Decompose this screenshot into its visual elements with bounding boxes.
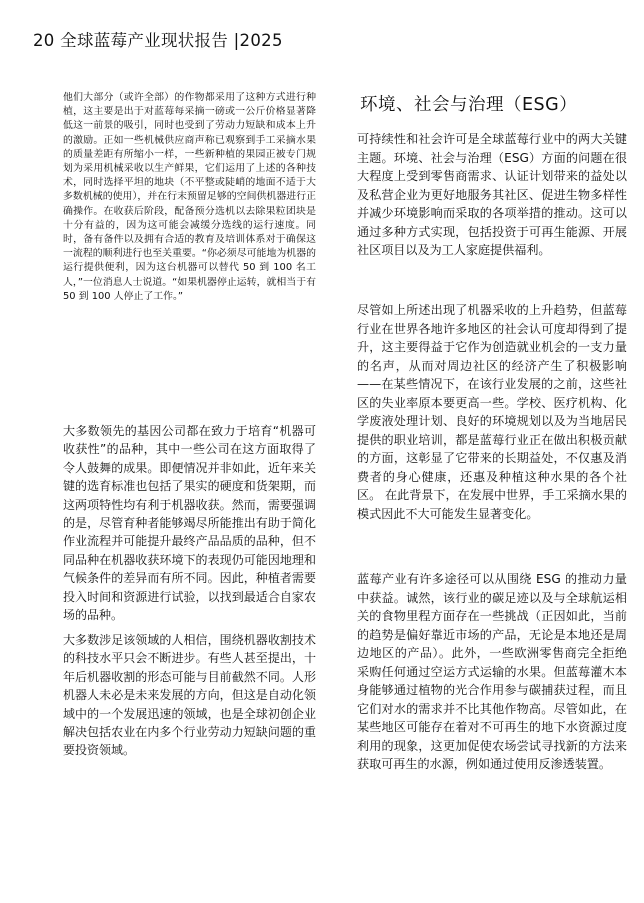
right-column-block-1	[357, 130, 627, 260]
left-paragraph-technology-outlook: 大多数涉足该领域的人相信，围绕机器收割技术的科技水平只会不断进步。有些人甚至提出，十年后机器收割的形态可能与目前截然不同。人形机器人未必是未来发展的方向，但这是自动化领域中的一个发展迅速的领域，也是全球初创企业解决包括农业在内多个行业劳动力短缺问题的重要投资领域。	[63, 633, 316, 758]
left-column-block-2	[63, 422, 316, 624]
left-column-block-1	[63, 91, 316, 304]
right-column-block-3	[357, 570, 627, 774]
right-paragraph-social-license: 尽管如上所述出现了机器采收的上升趋势，但蓝莓行业在世界各地许多地区的社会认可度却得到了提升，这主要得益于它作为创造就业机会的一支力量的名声，从而对周边社区的经济产生了积极影响——在某些情况下，在该行业发展的之前，这些社区的失业率原本要更高一些。学校、医疗机构、化学废液处理计划、良好的环境规划以及为当地居民提供的职业培训，都是蓝莓行业正在做出积极贡献的方面，这彰显了它带来的长期益处，不仅惠及消费者的身心健康，还惠及种植这种水果的各个社区。 在此背景下，在发展中世界，手工采摘水果的模式因此不大可能发生显著变化。	[357, 303, 627, 521]
right-paragraph-esg-intro: 可持续性和社会许可是全球蓝莓行业中的两大关键主题。环境、社会与治理（ESG）方面的问题在很大程度上受到零售商需求、认证计划带来的益处以及私营企业为更好地服务其社区、促进生物多样性并减少环境影响而采取的各项举措的推动。这可以通过多种方式实现，包括投资于可再生能源、开展社区项目以及为工人家庭提供福利。	[357, 132, 627, 257]
page-header: 20 全球蓝莓产业现状报告 |2025	[33, 31, 283, 50]
left-column-block-3	[63, 631, 316, 760]
esg-section-title: 环境、社会与治理（ESG）	[360, 95, 578, 115]
left-paragraph-mechanical-harvest: 他们大部分（或许全部）的作物都采用了这种方式进行种植，这主要是出于对蓝莓每采摘一磅或一公斤价格显著降低这一前景的吸引，同时也受到了劳动力短缺和成本上升的激励。正如一些机械供应商声称已观察到手工采摘水果的质量差距有所缩小一样，一些新种植的果园正被专门规划为采用机械采收以生产鲜果，它们运用了上述的各种技术，同时选择平坦的地块（不平整或陡峭的地面不适于大多数机械的使用），并在行末预留足够的空间供机器进行正确操作。在收获后阶段，配备预分选机以去除果粒团块是十分有益的，因为这可能会减缓分选线的运行速度。同时，备有备件以及拥有合适的教育及培训体系对于确保这一流程的顺利进行也至关重要。“你必须尽可能地为机器的运行提供便利，因为这台机器可以替代 50 到 100 名工人，”一位消息人士说道。“如果机器停止运转，就相当于有 50 到 100 人停止了工作。”	[63, 92, 316, 302]
right-paragraph-esg-opportunities: 蓝莓产业有许多途径可以从围绕 ESG 的推动力量中获益。诚然，该行业的碳足迹以及与全球航运相关的食物里程方面存在一些挑战（正因如此，当前的趋势是偏好靠近市场的产品，无论是本地还是周边地区的产品）。此外，一些欧洲零售商完全拒绝采购任何通过空运方式运输的水果。但蓝莓灌木本身能够通过植物的光合作用参与碳捕获过程，而且它们对水的需求并不比其他作物高。尽管如此，在某些地区可能存在着对不可再生的地下水资源过度利用的现象，这更加促使农场尝试寻找新的方法来获取可再生的水源，例如通过使用反渗透装置。	[357, 572, 627, 771]
right-column-block-2	[357, 301, 627, 523]
left-paragraph-genetics: 大多数领先的基因公司都在致力于培育“机器可收获性”的品种，其中一些公司在这方面取得了令人鼓舞的成果。即便情况并非如此，近年来关键的选育标准也包括了果实的硬度和货架期，而这两项特性均有利于机器收获。然而，需要强调的是，尽管育种者能够竭尽所能推出有助于简化作业流程并可能提升最终产品品质的品种，但不同品种在机器收获环境下的表现仍可能因地理和气候条件的差异而有所不同。因此，种植者需要投入时间和资源进行试验，以找到最适合自家农场的品种。	[63, 424, 316, 623]
